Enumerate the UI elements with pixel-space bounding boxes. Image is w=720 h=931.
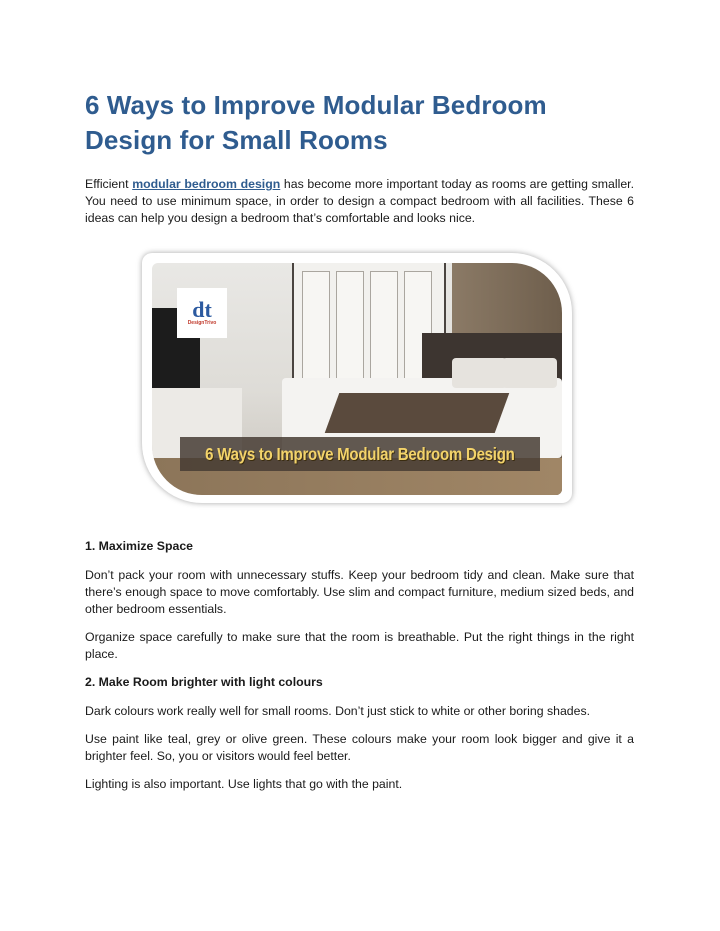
bedroom-photo — [152, 263, 562, 495]
banner-text: 6 Ways to Improve Modular Bedroom Design — [205, 443, 515, 464]
wardrobe-door — [370, 271, 398, 393]
photo-pillow — [452, 358, 507, 388]
designtrivo-logo — [177, 288, 227, 338]
image-banner — [180, 437, 540, 471]
paragraph: Organize space carefully to make sure that the room is breathable. Put the right things in the right place. — [85, 630, 634, 661]
featured-image — [142, 253, 572, 503]
section-heading-light-colours: 2. Make Room brighter with light colours — [85, 675, 323, 689]
paragraph: Lighting is also important. Use lights that go with the paint. — [85, 777, 403, 791]
logo-mark: dt — [192, 297, 212, 322]
wardrobe-door — [336, 271, 364, 393]
article-header — [85, 88, 634, 227]
page-title: 6 Ways to Improve Modular Bedroom Design for Small Rooms — [85, 90, 547, 155]
photo-blanket — [325, 393, 510, 433]
paragraph: Dark colours work really well for small rooms. Don’t just stick to white or other boring shades. — [85, 704, 591, 718]
paragraph: Use paint like teal, grey or olive green. These colours make your room look bigger and give it a brighter feel. So, you or visitors would feel better. — [85, 732, 634, 763]
intro-text-before: Efficient — [85, 177, 133, 191]
intro-text-after: has become more important today as rooms are getting smaller. You need to use minimum space, in order to design a compact bedroom with all facilities. These 6 ideas can help you design a bedroom that’s comfortable and looks nice. — [85, 177, 635, 225]
section-heading-maximize-space: 1. Maximize Space — [85, 539, 193, 553]
wardrobe-door — [302, 271, 330, 393]
article-body — [85, 538, 634, 793]
logo-text: DesignTrivo — [187, 320, 217, 326]
photo-pillow — [502, 358, 557, 388]
paragraph: Don’t pack your room with unnecessary stuffs. Keep your bedroom tidy and clean. Make sure that there’s enough space to move comfortably. Use slim and compact furniture, medium sized beds, and other bedroom essentials. — [85, 568, 634, 616]
modular-bedroom-design-link[interactable]: modular bedroom design — [132, 177, 281, 191]
intro-paragraph — [85, 176, 634, 227]
